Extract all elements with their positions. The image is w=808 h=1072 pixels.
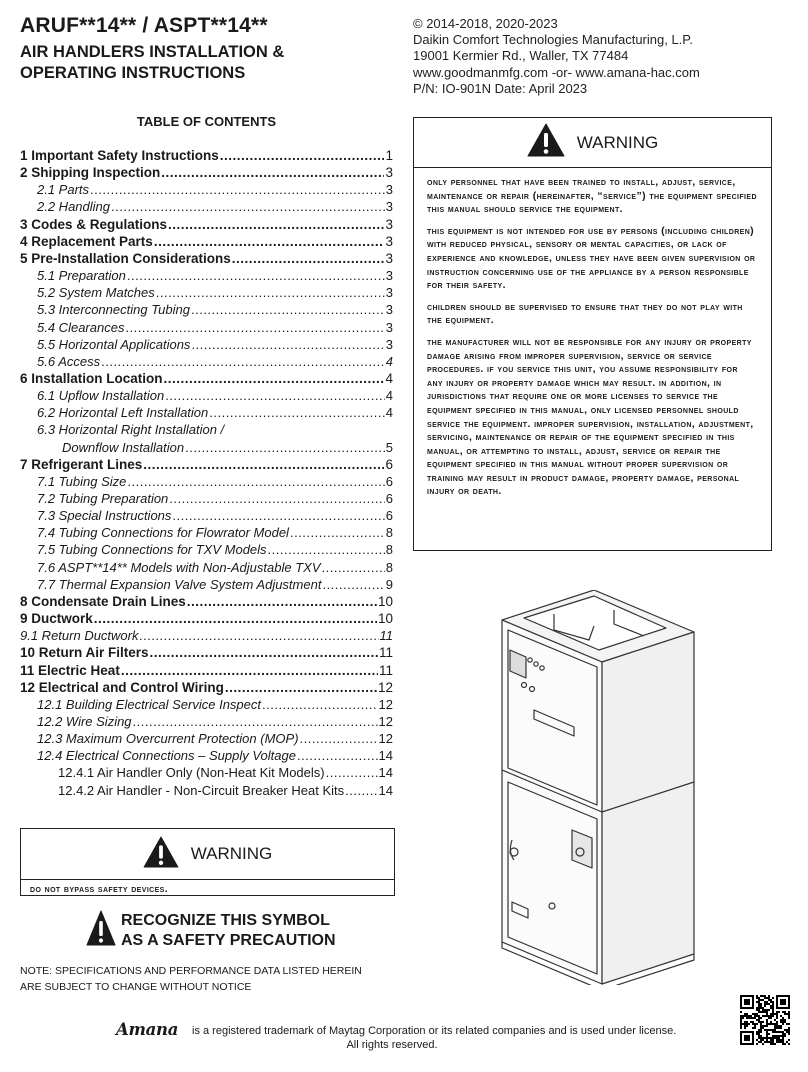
toc-entry-page: 4 (385, 370, 393, 386)
safety-symbol-line2: AS A SAFETY PRECAUTION (121, 932, 336, 949)
toc-leader-dots (326, 765, 378, 780)
toc-entry-page: 3 (385, 268, 393, 284)
toc-entry[interactable] (20, 146, 393, 163)
toc-entry[interactable] (58, 763, 393, 780)
toc-leader-dots (140, 628, 379, 643)
toc-leader-dots (156, 285, 385, 300)
copyright-block (413, 16, 700, 97)
company-line: Daikin Comfort Technologies Manufacturing, L.P. (413, 32, 693, 48)
toc-entry-title: 12.4.1 Air Handler Only (Non-Heat Kit Models) (58, 765, 325, 781)
toc-leader-dots (94, 611, 377, 626)
toc-entry[interactable] (37, 540, 393, 557)
toc-entry-page: 11 (378, 645, 393, 661)
toc-leader-dots (143, 457, 384, 472)
toc-leader-dots (154, 234, 385, 249)
toc-entry-page: 6 (385, 491, 393, 506)
toc-entry[interactable] (37, 472, 393, 489)
toc-leader-dots (164, 371, 385, 386)
toc-leader-dots (297, 748, 378, 763)
toc-leader-dots (345, 783, 377, 798)
toc-entry[interactable] (20, 643, 393, 660)
toc-entry-page: 3 (385, 336, 393, 352)
toc-entry-title: 5.3 Interconnecting Tubing (37, 302, 190, 318)
document-subtitle-line1: AIR HANDLERS INSTALLATION & (20, 43, 285, 61)
toc-entry[interactable] (37, 695, 393, 712)
toc-entry-title: 10 Return Air Filters (20, 645, 149, 661)
toc-entry-page: 3 (385, 285, 393, 301)
toc-leader-dots (262, 697, 378, 712)
warning-paragraph: the manufacturer will not be responsible for any injury or property damage arising from improper supervision, service or service procedures. if you service this unit, you assume responsibility for any injury or property damage which may result. in addition, in jurisdictions that require one or more licenses to service the equipment specified in this manual, only licensed personnel should service the equipment. improper supervision, installation, adjustment, servicing, maintenance or repair of the equipment specified in this manual, or attempting to install, adjust, service or repair the equipment specified in this manual without proper supervision or training may result in product damage, property damage, personal injury or death. (427, 335, 754, 498)
toc-entry-page: 3 (385, 182, 393, 198)
toc-leader-dots (168, 217, 384, 232)
trademark-line1: is a registered trademark of Maytag Corporation or its related companies and is used under license. (192, 1025, 677, 1037)
toc-entry-page: 5 (385, 439, 393, 455)
toc-entry-page: 8 (385, 525, 393, 541)
document-title: ARUF**14** / ASPT**14** (20, 14, 268, 37)
toc-entry-title: 2.1 Parts (37, 182, 90, 198)
toc-entry-title: 11 Electric Heat (20, 662, 120, 678)
toc-entry-page: 11 (379, 628, 393, 644)
toc-entry[interactable] (58, 781, 393, 798)
toc-leader-dots (322, 577, 384, 592)
toc-entry[interactable] (37, 712, 393, 729)
spec-note-line2: ARE SUBJECT TO CHANGE WITHOUT NOTICE (20, 980, 252, 993)
toc-entry[interactable] (37, 180, 393, 197)
qr-code-icon[interactable] (740, 995, 790, 1045)
toc-leader-dots (191, 302, 385, 317)
specification-note (20, 964, 362, 995)
toc-entry-title: 12.4 Electrical Connections – Supply Voltage (37, 748, 296, 764)
warning-paragraph: this equipment is not intended for use by persons (including children) with reduced physical, sensory or mental capacities, or lack of experience and knowledge, unless they have been given supervision or instruction concerning use of the appliance by a person responsible for their safety. (427, 224, 756, 292)
toc-entry[interactable] (20, 626, 393, 643)
part-number-line: P/N: IO-901N Date: April 2023 (413, 80, 588, 96)
toc-entry-page: 3 (385, 319, 393, 335)
safety-symbol-caption (121, 911, 336, 951)
toc-leader-dots (111, 199, 385, 214)
toc-leader-dots (290, 525, 385, 540)
toc-entry-page: 8 (385, 559, 393, 575)
toc-entry-page: 12 (378, 696, 393, 712)
toc-leader-dots (165, 388, 385, 403)
toc-entry-title: 7 Refrigerant Lines (20, 456, 143, 472)
toc-entry-title: 6.2 Horizontal Left Installation (37, 405, 209, 421)
toc-entry-title: 7.6 ASPT**14** Models with Non-Adjustable TXV (37, 559, 321, 575)
toc-entry[interactable] (37, 266, 393, 283)
toc-entry-page: 6 (385, 456, 393, 472)
toc-entry[interactable] (37, 489, 393, 506)
warning-triangle-icon (143, 836, 179, 873)
toc-entry-title: 7.4 Tubing Connections for Flowrator Model (37, 525, 289, 541)
toc-entry-page: 3 (385, 199, 393, 215)
toc-entry-page: 12 (378, 713, 393, 729)
amana-logo: Amana (116, 1020, 179, 1039)
toc-entry-title: 4 Replacement Parts (20, 233, 153, 249)
toc-entry-title: 5.1 Preparation (37, 268, 126, 284)
toc-entry-title: 9 Ductwork (20, 611, 93, 627)
toc-leader-dots (209, 405, 384, 420)
toc-leader-dots (161, 165, 384, 180)
warning-header (21, 829, 394, 880)
toc-entry-page: 3 (385, 216, 393, 232)
toc-entry[interactable] (37, 506, 393, 523)
toc-entry[interactable] (37, 403, 393, 420)
toc-entry[interactable] (37, 352, 393, 369)
toc-entry[interactable] (62, 438, 393, 455)
toc-leader-dots (225, 680, 377, 695)
toc-entry-title: 7.5 Tubing Connections for TXV Models (37, 542, 267, 558)
toc-leader-dots (220, 148, 385, 163)
toc-entry-title: 5 Pre-Installation Considerations (20, 250, 231, 266)
toc-entry-page: 12 (378, 731, 393, 747)
website-line[interactable]: www.goodmanmfg.com -or- www.amana-hac.com (413, 64, 700, 80)
toc-entry-page: 3 (385, 250, 393, 266)
warning-triangle-icon (527, 123, 565, 162)
trademark-line2: All rights reserved. (346, 1039, 438, 1051)
toc-entry-title: 5.6 Access (37, 353, 101, 369)
toc-entry[interactable] (20, 661, 393, 678)
toc-entry-title: 1 Important Safety Instructions (20, 148, 219, 163)
toc-entry-title: 6 Installation Location (20, 370, 163, 386)
toc-entry-title: 5.4 Clearances (37, 319, 125, 335)
warning-paragraph: children should be supervised to ensure that they do not play with the equipment. (427, 300, 743, 327)
toc-entry-title: 7.1 Tubing Size (37, 473, 127, 489)
trademark-notice (192, 1024, 712, 1052)
toc-entry-page: 14 (378, 782, 393, 798)
toc-entry-title: 12.2 Wire Sizing (37, 713, 132, 729)
toc-entry[interactable] (37, 558, 393, 575)
toc-entry[interactable] (37, 197, 393, 214)
toc-entry-title: 12.3 Maximum Overcurrent Protection (MOP) (37, 731, 299, 747)
toc-entry-page: 6 (385, 508, 393, 524)
toc-entry-title: 2 Shipping Inspection (20, 165, 161, 181)
toc-entry[interactable] (37, 318, 393, 335)
toc-entry-page: 14 (378, 765, 393, 781)
toc-entry-page: 11 (378, 662, 393, 678)
toc-leader-dots (150, 645, 378, 660)
warning-triangle-icon (86, 910, 116, 951)
toc-entry[interactable] (20, 163, 393, 180)
toc-entry-title: 6.3 Horizontal Right Installation / (37, 422, 225, 438)
copyright-line: © 2014-2018, 2020-2023 (413, 16, 558, 31)
toc-entry[interactable] (20, 232, 393, 249)
toc-entry-title: 2.2 Handling (37, 199, 110, 215)
toc-entry-title: 7.7 Thermal Expansion Valve System Adjustment (37, 576, 322, 592)
toc-entry-title: 12.4.2 Air Handler - Non-Circuit Breaker Heat Kits (58, 782, 345, 798)
safety-symbol-line1: RECOGNIZE THIS SYMBOL (121, 912, 330, 929)
toc-leader-dots (121, 663, 378, 678)
toc-leader-dots (127, 474, 384, 489)
toc-entry-page: 3 (385, 233, 393, 249)
toc-entry-title: 12 Electrical and Control Wiring (20, 679, 224, 695)
toc-entry-page: 4 (385, 405, 393, 421)
toc-entry-page: 6 (385, 473, 393, 489)
toc-leader-dots (300, 731, 378, 746)
toc-entry-title: 12.1 Building Electrical Service Inspect (37, 696, 262, 712)
toc-leader-dots (191, 337, 384, 352)
toc-entry[interactable] (37, 335, 393, 352)
toc-entry[interactable] (20, 592, 393, 609)
toc-entry[interactable] (37, 575, 393, 592)
toc-entry-page: 12 (377, 679, 393, 695)
toc-entry-page: 10 (377, 593, 393, 609)
toc-entry-page: 4 (385, 388, 393, 404)
toc-entry[interactable] (20, 369, 393, 386)
spec-note-line1: NOTE: SPECIFICATIONS AND PERFORMANCE DATA LISTED HEREIN (20, 965, 362, 977)
document-subtitle-line2: OPERATING INSTRUCTIONS (20, 64, 246, 82)
toc-entry-title: 9.1 Return Ductwork (20, 628, 139, 644)
toc-leader-dots (169, 491, 384, 506)
toc-leader-dots (187, 594, 377, 609)
toc-entry-page: 8 (385, 542, 393, 558)
toc-leader-dots (90, 182, 385, 197)
toc-entry[interactable] (37, 300, 393, 317)
warning-box-safety-devices (20, 828, 395, 896)
toc-entry-title: 7.3 Special Instructions (37, 508, 172, 524)
toc-leader-dots (268, 542, 385, 557)
toc-entry-title: 6.1 Upflow Installation (37, 388, 165, 404)
toc-entry[interactable] (37, 283, 393, 300)
toc-leader-dots (127, 268, 385, 283)
warning-header (414, 118, 771, 168)
toc-entry-page: 14 (378, 748, 393, 764)
toc-entry[interactable] (37, 420, 393, 437)
toc-entry-title: 5.2 System Matches (37, 285, 155, 301)
warning-paragraph: only personnel that have been trained to install, adjust, service, maintenance or repair (hereinafter, “service”) the equipment specified this manual should service the equipment. (427, 176, 757, 216)
toc-leader-dots (322, 560, 385, 575)
toc-leader-dots (232, 251, 385, 266)
toc-entry[interactable] (20, 678, 393, 695)
toc-entry-page: 3 (385, 302, 393, 318)
toc-entry[interactable] (20, 609, 393, 626)
air-handler-unit-illustration (494, 590, 696, 990)
toc-entry[interactable] (20, 455, 393, 472)
toc-leader-dots (125, 320, 384, 335)
toc-entry-page: 1 (385, 148, 393, 163)
toc-leader-dots (101, 354, 385, 369)
warning-body (414, 168, 771, 499)
toc-entry[interactable] (37, 386, 393, 403)
toc-entry-title: 7.2 Tubing Preparation (37, 491, 169, 506)
toc-entry-page: 10 (377, 611, 393, 627)
toc-leader-dots (185, 440, 385, 455)
toc-entry-title: 8 Condensate Drain Lines (20, 593, 186, 609)
toc-entry-title: 5.5 Horizontal Applications (37, 336, 191, 352)
toc-entry[interactable] (37, 746, 393, 763)
toc-entry-page: 4 (385, 353, 393, 369)
toc-entry[interactable] (20, 249, 393, 266)
toc-entry[interactable] (20, 215, 393, 232)
warning-note: do not bypass safety devices. (30, 883, 169, 895)
toc-leader-dots (172, 508, 384, 523)
warning-label: WARNING (576, 132, 659, 152)
warning-label: WARNING (190, 844, 273, 863)
toc-entry-title: 3 Codes & Regulations (20, 216, 168, 232)
toc-heading: TABLE OF CONTENTS (136, 114, 277, 129)
warning-box-personnel (413, 117, 772, 551)
toc-entry[interactable] (37, 729, 393, 746)
toc-entry-title: Downflow Installation (62, 439, 185, 455)
toc-entry[interactable] (37, 523, 393, 540)
address-line: 19001 Kermier Rd., Waller, TX 77484 (413, 48, 629, 64)
toc-entry-page: 9 (385, 576, 393, 592)
toc-leader-dots (133, 714, 378, 729)
toc-entry-page: 3 (385, 165, 393, 181)
